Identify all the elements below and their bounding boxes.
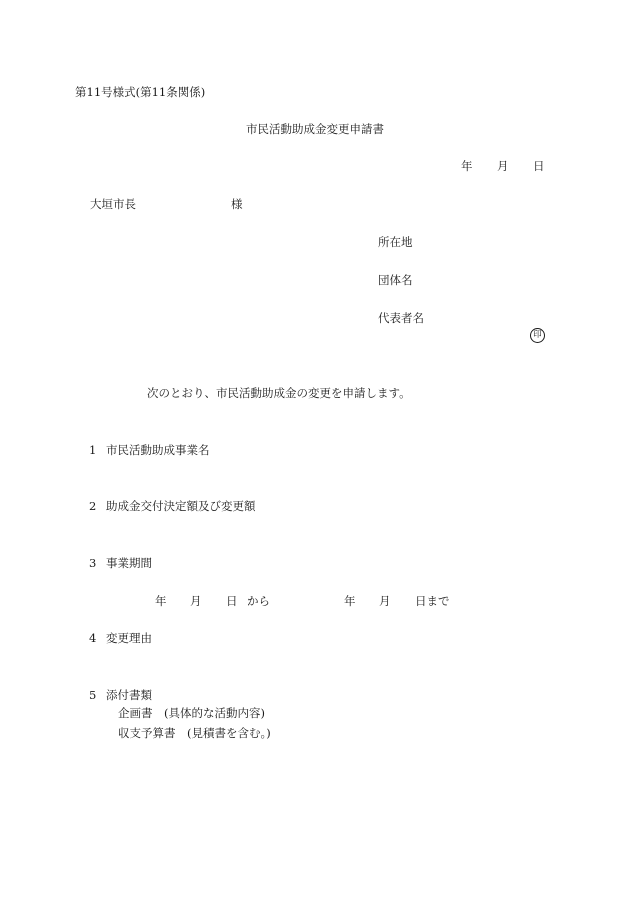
item-label: 事業期間 <box>106 556 152 570</box>
date-month-label: 月 <box>497 159 509 173</box>
period-start-day: 日 <box>226 594 238 608</box>
item-number: 5 <box>89 688 97 702</box>
form-number: 第11号様式(第11条関係) <box>75 85 206 99</box>
addressee-honorific: 様 <box>231 197 243 211</box>
item-number: 2 <box>89 499 97 513</box>
item-number: 4 <box>89 631 97 645</box>
period-end-month: 月 <box>379 594 391 608</box>
organization-label: 団体名 <box>378 273 413 287</box>
date-year-label: 年 <box>461 159 473 173</box>
period-end-day: 日まで <box>415 594 450 608</box>
seal-mark: 印 <box>530 328 545 343</box>
period-start-month: 月 <box>190 594 202 608</box>
addressee-name: 大垣市長 <box>90 197 136 211</box>
date-day-label: 日 <box>533 159 545 173</box>
item-label: 添付書類 <box>106 688 152 702</box>
item-number: 1 <box>89 443 97 457</box>
intro-statement: 次のとおり、市民活動助成金の変更を申請します。 <box>147 386 411 400</box>
period-from: から <box>247 594 270 608</box>
period-start-year: 年 <box>155 594 167 608</box>
attachment-item: 企画書 (具体的な活動内容) <box>118 706 265 720</box>
item-label: 助成金交付決定額及び変更額 <box>106 499 256 513</box>
item-label: 市民活動助成事業名 <box>106 443 210 457</box>
address-label: 所在地 <box>378 235 413 249</box>
item-number: 3 <box>89 556 97 570</box>
document-title: 市民活動助成金変更申請書 <box>246 122 384 136</box>
period-end-year: 年 <box>344 594 356 608</box>
representative-label: 代表者名 <box>378 311 424 325</box>
attachment-item: 収支予算書 (見積書を含む。) <box>118 726 271 740</box>
item-label: 変更理由 <box>106 631 152 645</box>
